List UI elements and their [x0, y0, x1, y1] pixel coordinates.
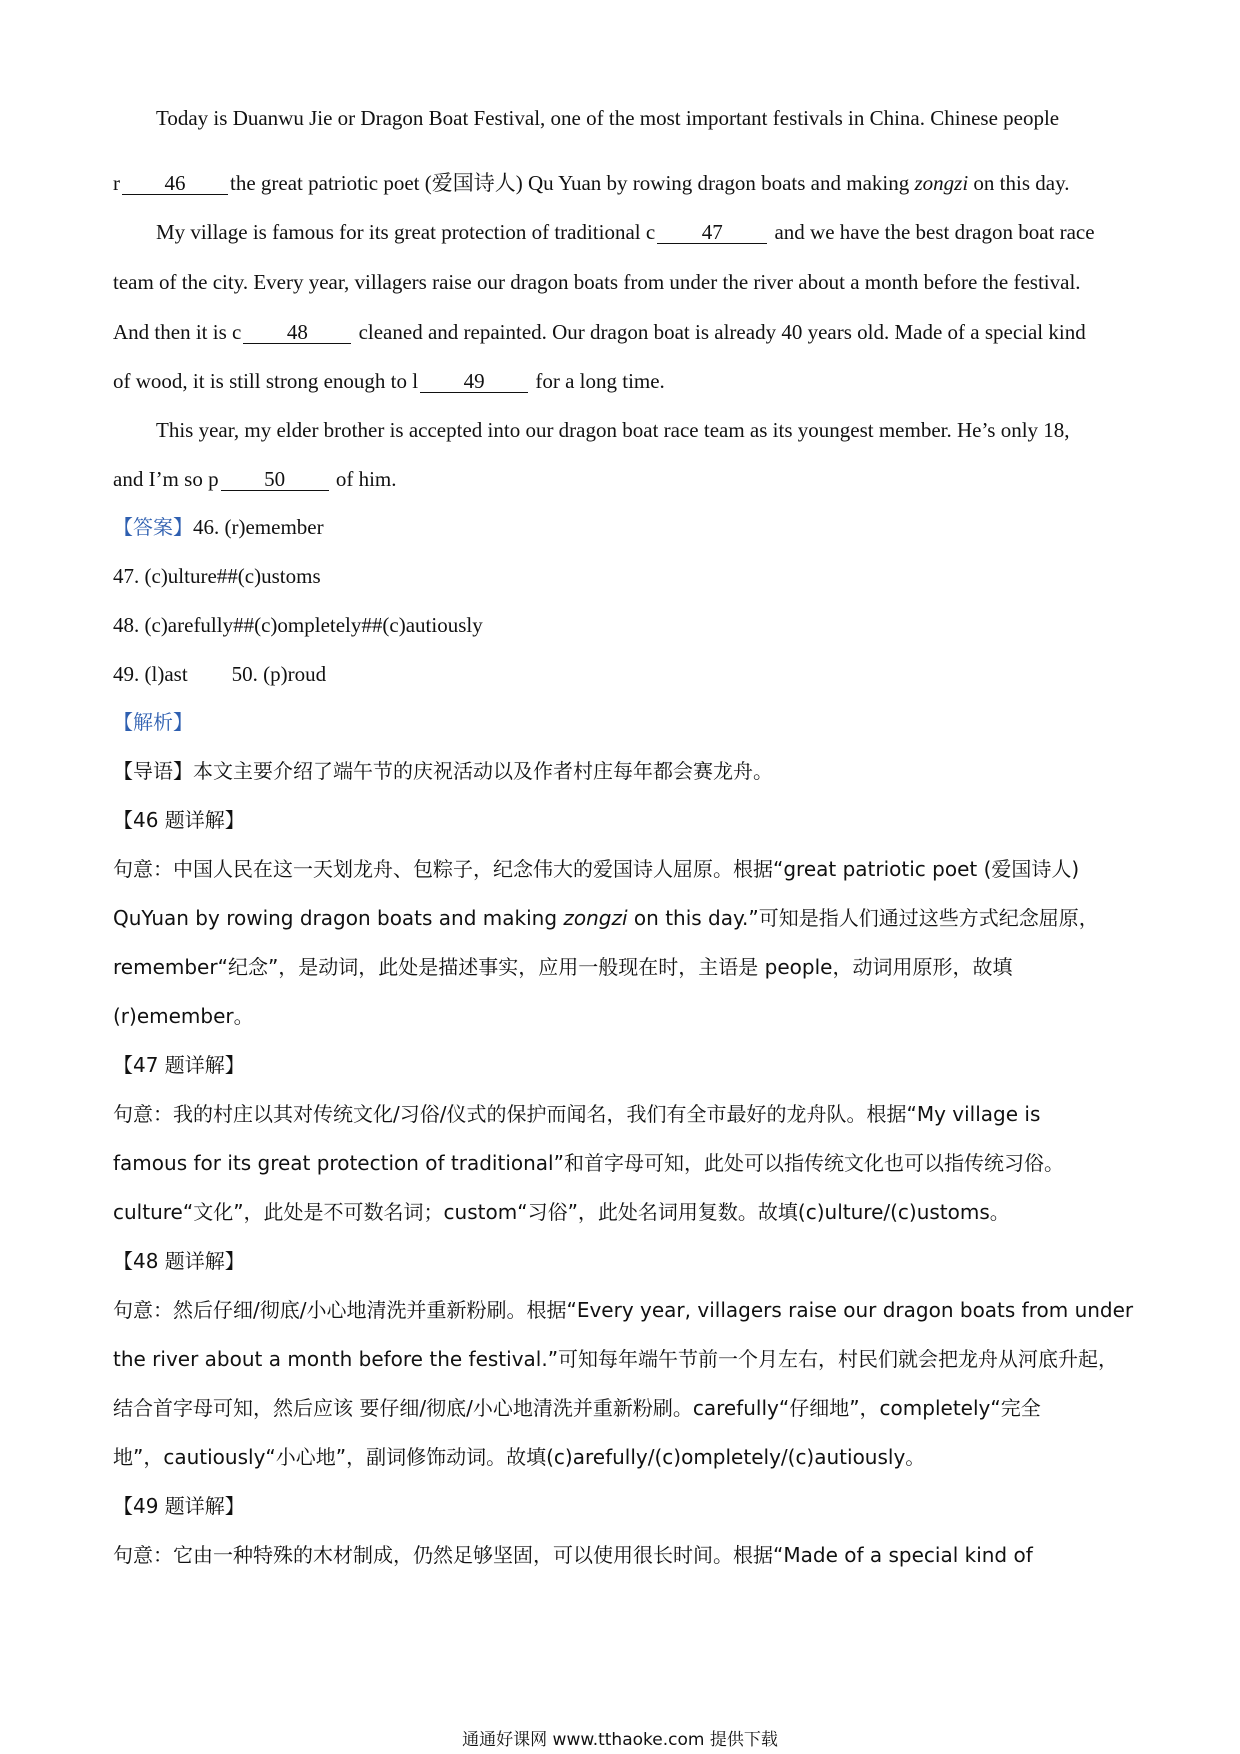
passage-line-3	[156, 218, 1176, 246]
answer-49: 49. (l)ast	[113, 662, 188, 686]
detail-46-line-4: (r)emember。	[113, 1004, 254, 1028]
blank-48: 48	[243, 321, 351, 344]
analysis-label: 【解析】	[113, 710, 193, 734]
passage-line-6	[113, 367, 1133, 395]
text: on this day.”可知是指人们通过这些方式纪念屈原，	[627, 906, 1099, 930]
text: of wood, it is still strong enough to l	[113, 369, 419, 393]
text-italic: zongzi	[914, 171, 969, 195]
passage-line-2	[113, 169, 1133, 197]
text: And then it is c	[113, 320, 242, 344]
text: on this day.	[968, 171, 1070, 195]
heading-49: 【49 题详解】	[113, 1494, 245, 1518]
passage-line-4	[113, 268, 1133, 296]
text: Today is Duanwu Jie or Dragon Boat Festival, one of the most important festivals in China. Chinese people	[156, 106, 1060, 130]
heading-48: 【48 题详解】	[113, 1249, 245, 1273]
detail-48-line-4: 地”，cautiously“小心地”，副词修饰动词。故填(c)arefully/(c)ompletely/(c)autiously。	[113, 1445, 926, 1469]
answer-line-48	[113, 611, 1133, 639]
text: and we have the best dragon boat race	[774, 220, 1095, 244]
text: for a long time.	[535, 369, 665, 393]
blank-50: 50	[221, 468, 329, 491]
detail-47-line-2: famous for its great protection of traditional”和首字母可知，此处可以指传统文化也可以指传统习俗。	[113, 1151, 1064, 1175]
detail-48-line-2: the river about a month before the festival.”可知每年端午节前一个月左右，村民们就会把龙舟从河底升起，	[113, 1347, 1119, 1371]
detail-49-line-1: 句意：它由一种特殊的木材制成，仍然足够坚固，可以使用很长时间。根据“Made of a special kind of	[113, 1543, 1033, 1567]
text: My village is famous for its great protection of traditional c	[156, 220, 656, 244]
detail-48-line-1: 句意：然后仔细/彻底/小心地清洗并重新粉刷。根据“Every year, villagers raise our dragon boats from under	[113, 1298, 1134, 1322]
text: r	[113, 171, 120, 195]
text: cleaned and repainted. Our dragon boat is already 40 years old. Made of a special kind	[358, 320, 1086, 344]
text: This year, my elder brother is accepted into our dragon boat race team as its youngest member. He’s only 18,	[156, 418, 1070, 442]
blank-47: 47	[657, 221, 767, 244]
answer-46: 46. (r)emember	[193, 515, 324, 539]
text: the great patriotic poet (爱国诗人) Qu Yuan by rowing dragon boats and making	[230, 171, 915, 195]
answer-line-46	[113, 513, 1133, 541]
detail-47-line-1: 句意：我的村庄以其对传统文化/习俗/仪式的保护而闻名，我们有全市最好的龙舟队。根据“My village is	[113, 1102, 1041, 1126]
passage-line-5	[113, 318, 1133, 346]
passage-line-7	[156, 416, 1176, 444]
heading-46: 【46 题详解】	[113, 808, 245, 832]
answer-line-49-50	[113, 660, 1133, 688]
text: QuYuan by rowing dragon boats and making	[113, 906, 564, 930]
passage-line-1	[156, 104, 1176, 132]
blank-46: 46	[122, 172, 228, 195]
detail-47-line-3: culture“文化”，此处是不可数名词；custom“习俗”，此处名词用复数。故填(c)ulture/(c)ustoms。	[113, 1200, 1010, 1224]
text: and I’m so p	[113, 467, 219, 491]
answer-label: 【答案】	[113, 515, 193, 539]
detail-48-line-3: 结合首字母可知，然后应该 要仔细/彻底/小心地清洗并重新粉刷。carefully“仔细地”，completely“完全	[113, 1396, 1041, 1420]
answer-line-47	[113, 562, 1133, 590]
detail-46-line-2	[113, 904, 1133, 932]
answer-48: 48. (c)arefully##(c)ompletely##(c)autiously	[113, 613, 483, 637]
blank-49: 49	[420, 370, 528, 393]
detail-46-line-1: 句意：中国人民在这一天划龙舟、包粽子，纪念伟大的爱国诗人屈原。根据“great patriotic poet (爱国诗人)	[113, 857, 1080, 881]
text-italic: zongzi	[563, 906, 628, 930]
analysis-intro: 【导语】本文主要介绍了端午节的庆祝活动以及作者村庄每年都会赛龙舟。	[113, 759, 773, 783]
text: team of the city. Every year, villagers raise our dragon boats from under the river about a month before the festival.	[113, 270, 1081, 294]
text: of him.	[335, 467, 397, 491]
answer-50: 50. (p)roud	[231, 662, 327, 686]
heading-47: 【47 题详解】	[113, 1053, 245, 1077]
answer-47: 47. (c)ulture##(c)ustoms	[113, 564, 321, 588]
passage-line-8	[113, 465, 1133, 493]
page-footer: 通通好课网 www.tthaoke.com 提供下载	[462, 1730, 778, 1750]
detail-46-line-3: remember“纪念”，是动词，此处是描述事实，应用一般现在时，主语是 people，动词用原形，故填	[113, 955, 1013, 979]
